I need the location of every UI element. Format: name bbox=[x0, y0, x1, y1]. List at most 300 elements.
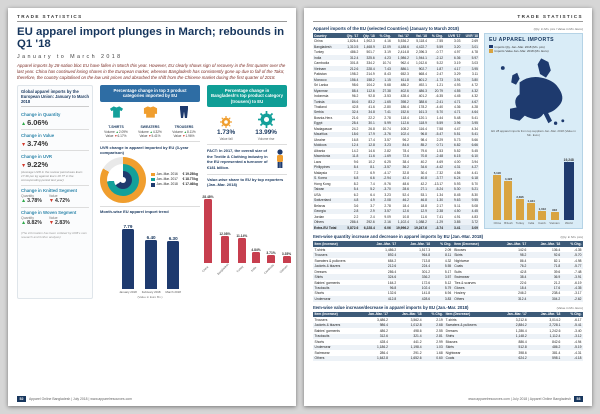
table-cell: 102.4 bbox=[421, 286, 431, 290]
table-cell: 4.56 bbox=[454, 170, 461, 175]
stat-number: 3.74% bbox=[27, 138, 49, 148]
bar: 4.84% India bbox=[249, 247, 261, 273]
table-cell: 402.6 bbox=[400, 88, 409, 93]
stat-label: Change in UVR bbox=[21, 153, 53, 159]
stat-number: 8.82% bbox=[27, 220, 42, 227]
table-cell: 1.87 bbox=[436, 66, 444, 71]
table-cell: 92.8 bbox=[368, 94, 375, 99]
table-cell: Blouses bbox=[445, 339, 458, 344]
table-cell: 72.6 bbox=[402, 154, 409, 159]
table-cell: 3.91 bbox=[454, 77, 461, 82]
table-cell: 964.8 bbox=[421, 253, 431, 258]
table-cell: 3,562.4 bbox=[410, 317, 422, 322]
table-cell: 7.2 bbox=[353, 170, 359, 175]
table-cell: 3.85 bbox=[454, 220, 461, 225]
table-cell: 238.4 bbox=[551, 291, 561, 296]
table-cell: 7.43 bbox=[384, 66, 391, 71]
table-cell: 5.70 bbox=[471, 181, 478, 186]
table-cell: -7.55 bbox=[435, 39, 444, 44]
table-cell: 3.23 bbox=[384, 192, 391, 197]
table-cell: -2.94 bbox=[383, 176, 391, 181]
legend-item: Jan.-Mar. 2016 € 19.25/kg bbox=[151, 172, 198, 177]
table-cell: -1.29 bbox=[435, 220, 444, 225]
gear-label: Volume rise bbox=[257, 136, 275, 141]
up-arrow-icon: ▲ bbox=[149, 129, 153, 134]
table-cell: 2.4 bbox=[370, 214, 375, 219]
table-cell: 96.2 bbox=[351, 94, 359, 99]
table-cell: 2.2 bbox=[353, 214, 359, 219]
table-cell: 3.96 bbox=[454, 121, 461, 126]
table-cell: 156.4 bbox=[350, 77, 359, 82]
stat-label: Change in Value bbox=[21, 132, 55, 138]
table-cell: -4.42 bbox=[435, 165, 444, 170]
table-cell: 5.12 bbox=[444, 280, 452, 285]
table-cell: Indonesia bbox=[314, 94, 329, 99]
stat-label: Change in Knitted Segment bbox=[21, 188, 78, 194]
table-cell: Blouses bbox=[454, 247, 466, 252]
legend-item: Jan.-Mar. 2018 € 17.46/kg bbox=[151, 182, 198, 187]
table-cell: Babies' garments bbox=[314, 328, 340, 333]
table-cell: 2.68 bbox=[436, 323, 443, 328]
table-cell: 2.81 bbox=[436, 334, 443, 339]
table-cell: 5,118.4 bbox=[416, 39, 427, 44]
table-cell: Ukraine bbox=[314, 137, 326, 142]
table-cell: 186.4 bbox=[400, 104, 409, 109]
table-cell: 4.34 bbox=[471, 126, 478, 131]
bangladesh-heading: Percentage change in Bangladesh's top product category (trousers) to EU bbox=[207, 85, 287, 107]
table-cell: 4.45 bbox=[454, 94, 461, 99]
stat-number: 9.22% bbox=[27, 159, 49, 169]
table-cell: 11.6 bbox=[368, 154, 375, 159]
table-cell: 1,148.2 bbox=[515, 334, 527, 339]
panel-title: EU APPAREL IMPORTS bbox=[489, 37, 555, 43]
table-cell: 8.4 bbox=[353, 165, 359, 170]
table2-unit: (Qty. in Mn. pcs) bbox=[560, 235, 583, 240]
table-cell: 886.4 bbox=[518, 339, 527, 344]
table-cell: 2,728.1 bbox=[549, 323, 561, 328]
table-cell: 5.66 bbox=[471, 137, 478, 142]
table-cell: 1,826.4 bbox=[347, 39, 359, 44]
supplier-bars bbox=[493, 171, 559, 226]
table-cell: 228.4 bbox=[366, 66, 375, 71]
table-cell: 401.2 bbox=[418, 94, 427, 99]
mini-value bbox=[21, 220, 42, 226]
down-arrow-icon: ▼ bbox=[182, 133, 186, 138]
table-cell: 17.9 bbox=[368, 132, 375, 137]
table-cell: Macedonia bbox=[314, 154, 331, 159]
mini-label: Value bbox=[48, 216, 58, 221]
table-cell: 53.1 bbox=[420, 192, 427, 197]
legend-item: Imports Qty. Jan.-Mar. 2018 (Mn. pcs) bbox=[489, 45, 578, 49]
product-sweaters bbox=[134, 105, 166, 139]
article-subtitle: January to March 2018 bbox=[17, 53, 123, 60]
product-name: TROUSERS bbox=[174, 124, 194, 129]
mini-value bbox=[49, 220, 70, 226]
section-header-right: TRADE STATISTICS bbox=[313, 14, 583, 22]
table-cell: 158.2 bbox=[366, 77, 375, 82]
table-cell: 3.11 bbox=[471, 72, 478, 77]
gear-icon bbox=[220, 116, 232, 128]
table-cell: 713.8 bbox=[421, 258, 431, 263]
table-cell: 198.2 bbox=[350, 72, 359, 77]
table1-unit: (Qty. in Mn. pcs / Value in Mn. Euro) bbox=[533, 27, 583, 31]
table-cell: Pakistan bbox=[314, 72, 327, 77]
column-header: Item (Decrease) bbox=[444, 312, 494, 317]
table-cell: 321.4 bbox=[413, 334, 422, 339]
table-cell: 3.09 bbox=[471, 225, 478, 230]
table-cell: 11.6 bbox=[420, 214, 427, 219]
table-cell: 3.95 bbox=[471, 66, 478, 71]
table-cell: 3.20 bbox=[454, 44, 461, 49]
table-cell: Sweaters & pullovers bbox=[445, 323, 477, 328]
table-cell: 4.23 bbox=[384, 55, 391, 60]
table-cell: 412.8 bbox=[387, 296, 397, 301]
table-cell: 598.1 bbox=[552, 356, 561, 361]
legend-swatch bbox=[151, 173, 155, 177]
table-cell: 28.4 bbox=[351, 121, 359, 126]
table-cell: 5.48 bbox=[454, 115, 461, 120]
table-cell: 1.21 bbox=[436, 83, 444, 88]
table-row bbox=[313, 356, 583, 361]
table-cell: 5.2 bbox=[370, 187, 375, 192]
table-cell: 4.83 bbox=[471, 214, 478, 219]
table-cell: -1.69 bbox=[383, 154, 391, 159]
table-cell: Dresses bbox=[314, 269, 327, 274]
table-cell: 4.27 bbox=[471, 165, 478, 170]
column-header: UVR '18 bbox=[461, 33, 479, 38]
table-cell: 41.6 bbox=[368, 104, 375, 109]
table-cell: 0.71 bbox=[436, 143, 444, 148]
stat-value bbox=[21, 160, 89, 169]
table-cell: 30.4 bbox=[420, 170, 427, 175]
table-cell: 27.1 bbox=[420, 187, 427, 192]
table-cell: Switzerland bbox=[314, 198, 332, 203]
table-cell: 486.2 bbox=[400, 83, 409, 88]
table-cell: -4.31 bbox=[573, 350, 582, 355]
table-cell: 398.2 bbox=[400, 99, 409, 104]
table-cell: 2.17 bbox=[436, 203, 444, 208]
column-header: Jan.-Mar. '18 bbox=[528, 241, 562, 246]
table-cell: 4.67 bbox=[471, 99, 478, 104]
table-cell: -4.35 bbox=[573, 247, 582, 252]
tshirt-icon bbox=[109, 105, 124, 119]
column-header: Jan.-Mar. '18 bbox=[398, 241, 432, 246]
table-cell: -3.12 bbox=[573, 334, 582, 339]
table-cell: 286.4 bbox=[379, 350, 388, 355]
table-cell: 70.8 bbox=[420, 154, 427, 159]
table-cell: Egypt bbox=[314, 121, 323, 126]
table-cell: 6.2 bbox=[353, 192, 359, 197]
table-cell: 3.80 bbox=[471, 77, 478, 82]
table-cell: 5.59 bbox=[436, 44, 444, 49]
bar: 5,118 China bbox=[493, 170, 501, 225]
table-cell: 96.8 bbox=[389, 286, 397, 290]
page-number: 53 bbox=[574, 396, 583, 402]
table-cell: 6.6 bbox=[370, 176, 375, 181]
table-cell: 398.6 bbox=[518, 350, 527, 355]
article-title: EU apparel import plunges in March; rebounds in Q1 '18 bbox=[17, 26, 285, 51]
table-cell: 4.69 bbox=[436, 159, 444, 164]
table-cell: 98.4 bbox=[420, 137, 427, 142]
table-cell: 301.2 bbox=[421, 269, 431, 274]
table-cell: 5.68 bbox=[384, 83, 391, 88]
table-cell: 5.52 bbox=[454, 148, 461, 153]
table-cell: 1.44 bbox=[436, 115, 444, 120]
table-cell: -3.74 bbox=[435, 225, 444, 230]
table-cell: Philippines bbox=[314, 165, 330, 170]
table-cell: Suits bbox=[454, 269, 462, 274]
up-arrow-icon: ▲ bbox=[21, 198, 27, 205]
global-stats-heading: Global apparel imports by the European Union: January to March 2018 bbox=[21, 89, 89, 107]
table-cell: 85.2 bbox=[420, 143, 427, 148]
right-page bbox=[304, 8, 592, 406]
up-arrow-icon: ▲ bbox=[183, 129, 187, 134]
table-cell: 224.4 bbox=[421, 264, 431, 269]
table-cell: 388.6 bbox=[418, 99, 427, 104]
panel-bar-chart bbox=[489, 158, 578, 226]
up-arrow-icon: ▲ bbox=[115, 129, 119, 134]
table-cell: 2.38 bbox=[436, 209, 444, 214]
table-cell: 17.6 bbox=[553, 286, 561, 290]
table-cell: 1,186.2 bbox=[376, 345, 388, 350]
stat-quantity bbox=[21, 109, 89, 130]
table-cell: Shorts bbox=[314, 339, 325, 344]
table-cell: -4.40 bbox=[435, 104, 444, 109]
table-cell: 92.6 bbox=[553, 253, 561, 258]
bar: 1,944 India bbox=[527, 198, 535, 225]
table-cell: 7.41 bbox=[384, 110, 391, 115]
table-cell: -0.77 bbox=[435, 50, 444, 55]
table-cell: Trousers bbox=[314, 253, 328, 258]
table-cell: -3.76 bbox=[383, 132, 391, 137]
table-cell: 5.70 bbox=[436, 110, 444, 115]
table-cell: 8.1 bbox=[370, 165, 375, 170]
gear-value: 1.73% bbox=[217, 128, 236, 136]
column-header: Val. '18 bbox=[410, 33, 428, 38]
table-cell: -5.70 bbox=[573, 253, 582, 258]
legend-swatch bbox=[151, 183, 155, 187]
left-footer bbox=[17, 396, 287, 402]
table-cell: 4.36 bbox=[454, 104, 461, 109]
stat-number: 3.78% bbox=[27, 198, 42, 205]
table-cell: 1,088.2 bbox=[415, 220, 427, 225]
person-icon bbox=[273, 148, 287, 170]
table3-unit: (Value in Mn. Euro) bbox=[556, 305, 583, 310]
table-cell: Mauritius bbox=[314, 132, 328, 137]
column-header: Qty. '18 bbox=[359, 33, 375, 38]
table-cell: -2.62 bbox=[573, 296, 582, 301]
volume-change-gear bbox=[255, 111, 277, 141]
column-header: Jan.-Mar. '18 bbox=[528, 312, 562, 317]
table-cell: 22.6 bbox=[519, 280, 527, 285]
table-cell: 1,198.4 bbox=[410, 345, 422, 350]
table-cell: -2.80 bbox=[383, 104, 391, 109]
table-cell: 36.2 bbox=[402, 165, 409, 170]
column-header: Jan.-Mar. '17 bbox=[356, 312, 390, 317]
down-arrow-icon: ▼ bbox=[21, 141, 27, 148]
table-cell: India bbox=[314, 55, 322, 60]
bar bbox=[564, 162, 574, 220]
table-cell: 2,414.8 bbox=[397, 50, 409, 55]
bar: 2,396 Turkey bbox=[515, 194, 525, 225]
product-value: Value ▼6.17% bbox=[105, 133, 127, 138]
column-header: Jan.-Mar. '17 bbox=[364, 241, 398, 246]
donut-hole bbox=[120, 177, 126, 183]
table-cell: 5.51 bbox=[454, 132, 461, 137]
table-cell: 3.72 bbox=[471, 220, 478, 225]
table-cell: 291.2 bbox=[413, 350, 422, 355]
table-cell: 4.32 bbox=[471, 88, 478, 93]
table-cell: -13.17 bbox=[433, 181, 444, 186]
table-cell: 164.2 bbox=[387, 280, 397, 285]
legend-swatch bbox=[489, 49, 493, 53]
table-cell: Nightwear bbox=[445, 350, 461, 355]
table-cell: 3.83 bbox=[444, 296, 452, 301]
stat-uvr bbox=[21, 151, 89, 186]
table-cell: -3.17 bbox=[573, 291, 582, 296]
table-cell: 498.6 bbox=[413, 328, 422, 333]
table-cell: 2.29 bbox=[436, 137, 444, 142]
table-cell: 40.8 bbox=[420, 176, 427, 181]
legend-swatch bbox=[151, 178, 155, 182]
table-cell: Underwear bbox=[314, 296, 331, 301]
table-cell: 3.57 bbox=[384, 137, 391, 142]
trend-chart-title: Month-wise EU apparel import trend bbox=[100, 206, 200, 215]
table-cell: Tracksuits bbox=[314, 334, 330, 339]
table-cell: 624.2 bbox=[518, 356, 527, 361]
table-cell: 98.2 bbox=[519, 253, 527, 258]
table-cell: 1,102.4 bbox=[397, 220, 409, 225]
table-cell: 5.08 bbox=[471, 203, 478, 208]
table-cell: Vietnam bbox=[314, 66, 327, 71]
table-cell: 84.6 bbox=[402, 143, 409, 148]
table-cell: 2.82 bbox=[384, 148, 391, 153]
table-cell: 1,286.4 bbox=[515, 328, 527, 333]
table-cell: -6.17 bbox=[573, 317, 582, 322]
stat-woven-segment bbox=[21, 208, 89, 229]
table-cell: 3,212.6 bbox=[515, 317, 527, 322]
table-cell: 962.4 bbox=[400, 61, 409, 66]
table-cell: 42.8 bbox=[519, 269, 527, 274]
table-cell: 4.71 bbox=[454, 110, 461, 115]
table-cell: 9.55 bbox=[471, 198, 478, 203]
table-cell: Thailand bbox=[314, 104, 327, 109]
table-cell: 5.99 bbox=[384, 121, 391, 126]
table-cell: 214.9 bbox=[366, 72, 375, 77]
table-cell: 2.69 bbox=[471, 39, 478, 44]
table-cell: 5.59 bbox=[436, 121, 444, 126]
table-cell: Trousers bbox=[314, 317, 328, 322]
table-cell: 4.78 bbox=[471, 50, 478, 55]
table-cell: 83.2 bbox=[368, 99, 375, 104]
table-cell: 212.6 bbox=[387, 264, 397, 269]
table-cell: -3.70 bbox=[383, 187, 391, 192]
table-cell: -5.19 bbox=[573, 345, 582, 350]
table-cell: 4.97 bbox=[454, 50, 461, 55]
table-cell: 6.25 bbox=[384, 159, 391, 164]
table-cell: Ties & scarves bbox=[454, 280, 476, 285]
table-cell: 286.4 bbox=[387, 269, 397, 274]
table-cell: 1.34 bbox=[436, 192, 444, 197]
stat-value bbox=[21, 139, 89, 148]
table-cell: 132.6 bbox=[387, 291, 397, 296]
column-header: Qty. '17 bbox=[343, 33, 359, 38]
segment-quantity bbox=[21, 216, 42, 226]
table-cell: 4.28 bbox=[471, 104, 478, 109]
table-cell: 98.6 bbox=[351, 83, 359, 88]
table-cell: 304.2 bbox=[551, 296, 561, 301]
table-cell: 24.2 bbox=[351, 126, 359, 131]
table-cell: 42.8 bbox=[351, 104, 359, 109]
table-cell: 5.41 bbox=[471, 132, 478, 137]
mini-label: Value bbox=[48, 194, 58, 199]
table-cell: 1,012.6 bbox=[415, 61, 427, 66]
table-cell: 5,536.2 bbox=[397, 39, 409, 44]
table-cell: -4.94 bbox=[573, 339, 582, 344]
table-cell: 82.1 bbox=[553, 258, 561, 263]
table-cell: 336.2 bbox=[421, 275, 431, 280]
footer-text: www.apparelresources.com | July 2018 | Apparel Online Bangladesh bbox=[468, 397, 571, 401]
table-cell: 46.8 bbox=[420, 198, 427, 203]
middle-column bbox=[100, 85, 200, 299]
table-cell: 96.8 bbox=[420, 132, 427, 137]
table-cell: -3.77 bbox=[435, 176, 444, 181]
table-cell: 21.2 bbox=[553, 280, 561, 285]
table-cell: -4.35 bbox=[573, 286, 582, 290]
table-cell: 312.4 bbox=[518, 296, 527, 301]
mini-label: Quantity bbox=[21, 216, 35, 221]
table-cell: Shorts bbox=[314, 291, 325, 296]
table-cell: Bosnia-Herz. bbox=[314, 115, 334, 120]
table-cell: Jackets & blazers bbox=[314, 264, 341, 269]
table-cell: -3.91 bbox=[573, 275, 582, 280]
table-cell: 3.03 bbox=[454, 39, 461, 44]
table-cell: 5.30 bbox=[454, 187, 461, 192]
table-cell: 30.1 bbox=[368, 121, 375, 126]
table-cell: 5.21 bbox=[471, 187, 478, 192]
table-cell: 8.43 bbox=[384, 72, 391, 77]
world-total-bar bbox=[564, 158, 574, 226]
stat-label: Change in Woven Segment bbox=[21, 210, 77, 216]
table-cell: 96.2 bbox=[402, 137, 409, 142]
table-cell: 9.6 bbox=[353, 159, 359, 164]
table-cell: 6.36 bbox=[454, 55, 461, 60]
global-stats-column bbox=[17, 85, 93, 299]
table-cell: 136.4 bbox=[551, 247, 561, 252]
table-cell: 5.45 bbox=[471, 148, 478, 153]
column-header: Item (Decrease) bbox=[453, 241, 494, 246]
article-intro: Apparel imports by 28-nation bloc EU have fallen in March this year. However, EU clearly shows sign of recovery in the first quarter over the last year. China has continued losing shares in the European market, whereas Bangladesh has consistently gone up due to fall of the Taka; therefore, the country capitalised on the low unit prices and absorbed the shift from the Chinese market during the first quarter of 2018. bbox=[17, 62, 286, 80]
segment-quantity bbox=[21, 194, 42, 204]
table-cell: 2.16 bbox=[384, 220, 391, 225]
table-cell: 161.3 bbox=[418, 110, 427, 115]
table-cell: 324.6 bbox=[387, 275, 397, 280]
table-cell: 5.17 bbox=[444, 269, 452, 274]
table-cell: 14.2 bbox=[351, 148, 359, 153]
table-cell: 3.95 bbox=[471, 121, 478, 126]
table-cell: 10.8 bbox=[402, 214, 409, 219]
table-cell: 486.3 bbox=[418, 88, 427, 93]
table-cell: 4.32 bbox=[444, 258, 452, 263]
monthwise-trend-chart bbox=[100, 216, 200, 294]
table-cell: 8.45 bbox=[454, 192, 461, 197]
section-header-left: TRADE STATISTICS bbox=[17, 14, 287, 22]
table-cell: T-shirts bbox=[445, 317, 457, 322]
table-cell: 22.2 bbox=[368, 115, 375, 120]
table-cell: -6.19 bbox=[573, 280, 582, 285]
table-cell: 4.00 bbox=[454, 159, 461, 164]
gear-label: Value fall bbox=[219, 136, 233, 141]
